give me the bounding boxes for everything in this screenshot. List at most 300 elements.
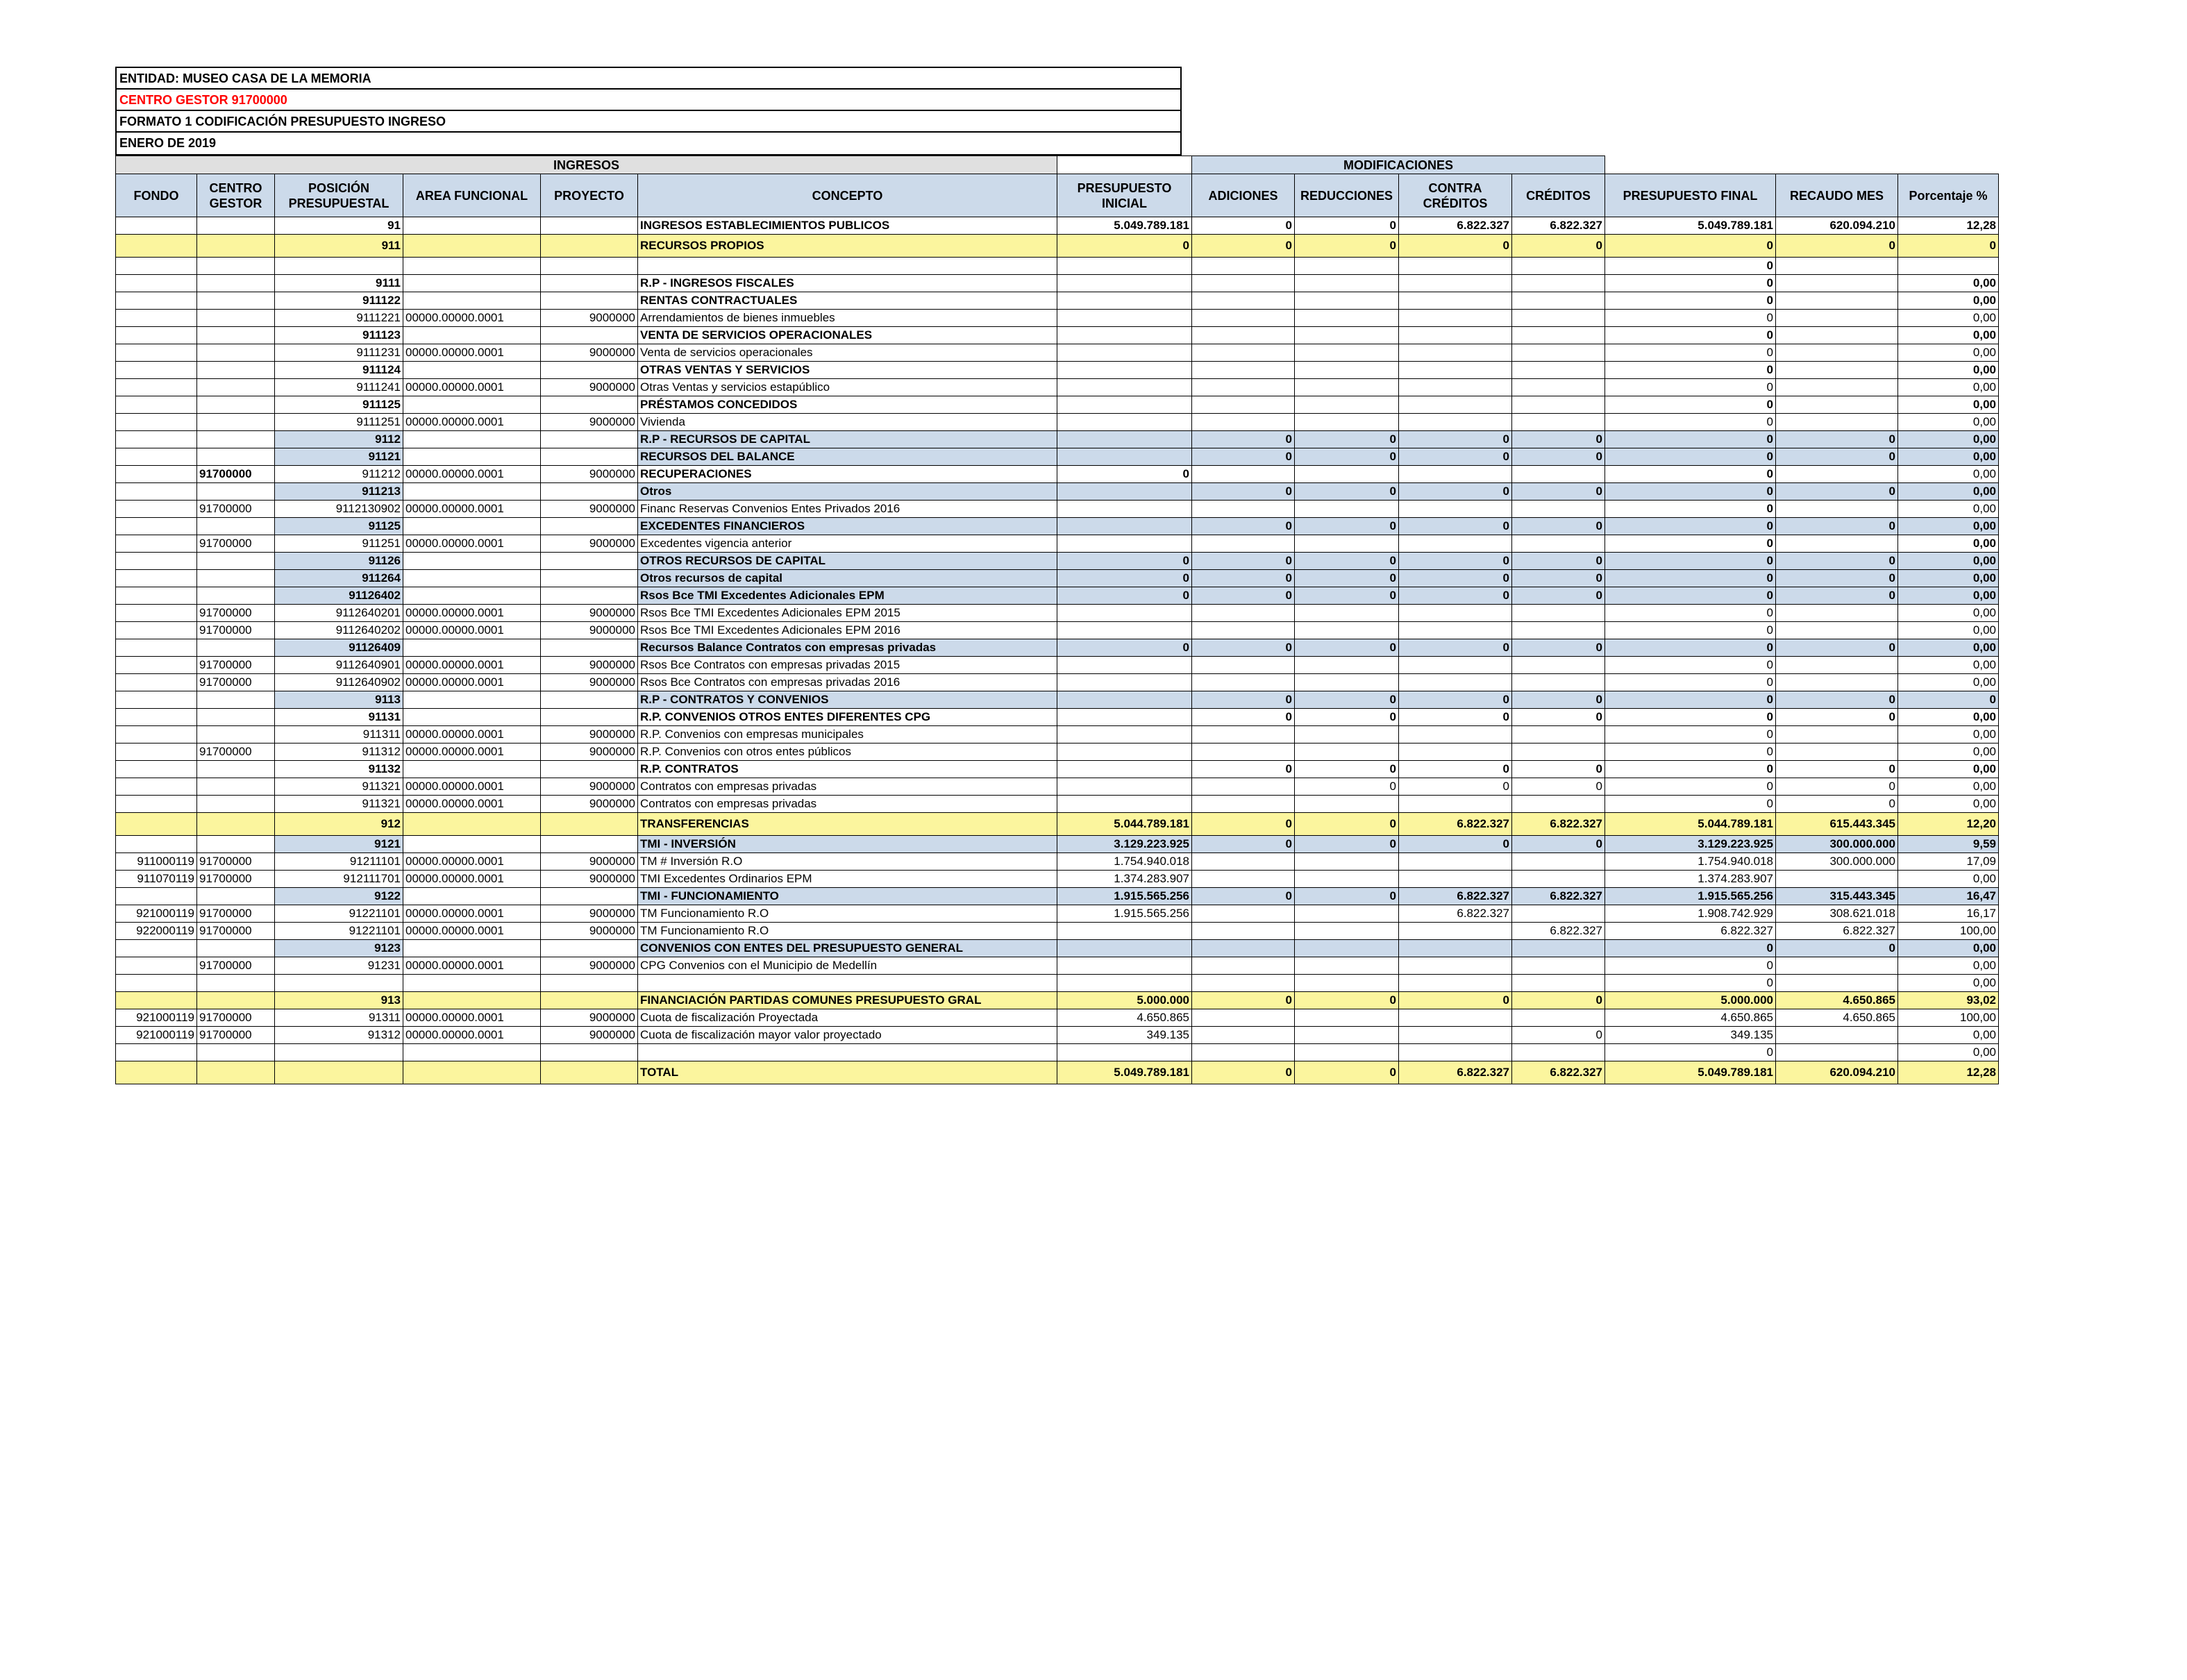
cell-posicion: 911212 bbox=[275, 466, 403, 483]
cell-fondo bbox=[116, 501, 197, 518]
cell-reducciones bbox=[1295, 871, 1399, 888]
cell-creditos bbox=[1512, 853, 1605, 871]
cell-concepto: Recursos Balance Contratos con empresas privadas bbox=[638, 639, 1057, 657]
cell-contra-creditos: 0 bbox=[1399, 992, 1512, 1009]
cell-area-funcional bbox=[403, 1061, 541, 1084]
cell-reducciones: 0 bbox=[1295, 570, 1399, 587]
cell-area-funcional bbox=[403, 639, 541, 657]
cell-fondo bbox=[116, 957, 197, 975]
cell-presupuesto-inicial: 1.374.283.907 bbox=[1057, 871, 1192, 888]
cell-recaudo-mes bbox=[1776, 622, 1898, 639]
cell-centro-gestor: 91700000 bbox=[197, 923, 275, 940]
cell-proyecto bbox=[541, 292, 638, 310]
cell-concepto: Contratos con empresas privadas bbox=[638, 796, 1057, 813]
cell-contra-creditos bbox=[1399, 605, 1512, 622]
cell-posicion: 9111241 bbox=[275, 379, 403, 396]
cell-adiciones: 0 bbox=[1192, 553, 1295, 570]
cell-reducciones bbox=[1295, 327, 1399, 344]
cell-posicion: 911311 bbox=[275, 726, 403, 744]
cell-area-funcional: 00000.00000.0001 bbox=[403, 674, 541, 691]
cell-presupuesto-final: 0 bbox=[1605, 1044, 1776, 1061]
cell-contra-creditos: 0 bbox=[1399, 587, 1512, 605]
cell-area-funcional bbox=[403, 940, 541, 957]
format-title: FORMATO 1 CODIFICACIÓN PRESUPUESTO INGRESO bbox=[117, 111, 1180, 133]
cell-reducciones: 0 bbox=[1295, 431, 1399, 448]
cell-concepto: R.P. CONTRATOS bbox=[638, 761, 1057, 778]
cell-contra-creditos bbox=[1399, 674, 1512, 691]
cell-proyecto bbox=[541, 258, 638, 275]
cell-porcentaje: 0,00 bbox=[1898, 344, 1999, 362]
cell-contra-creditos: 0 bbox=[1399, 518, 1512, 535]
cell-concepto: TMI - INVERSIÓN bbox=[638, 836, 1057, 853]
cell-posicion bbox=[275, 1061, 403, 1084]
table-row bbox=[116, 448, 1999, 466]
cell-centro-gestor: 91700000 bbox=[197, 674, 275, 691]
cell-centro-gestor: 91700000 bbox=[197, 744, 275, 761]
cell-presupuesto-inicial bbox=[1057, 518, 1192, 535]
table-row bbox=[116, 796, 1999, 813]
cell-proyecto: 9000000 bbox=[541, 1009, 638, 1027]
management-center: CENTRO GESTOR 91700000 bbox=[117, 90, 1180, 111]
cell-concepto: Rsos Bce TMI Excedentes Adicionales EPM 2016 bbox=[638, 622, 1057, 639]
cell-reducciones bbox=[1295, 940, 1399, 957]
cell-creditos: 0 bbox=[1512, 483, 1605, 501]
cell-creditos: 0 bbox=[1512, 761, 1605, 778]
cell-presupuesto-final: 0 bbox=[1605, 674, 1776, 691]
cell-concepto: R.P. Convenios con otros entes públicos bbox=[638, 744, 1057, 761]
cell-fondo bbox=[116, 975, 197, 992]
cell-recaudo-mes bbox=[1776, 975, 1898, 992]
cell-centro-gestor: 91700000 bbox=[197, 501, 275, 518]
cell-reducciones bbox=[1295, 1009, 1399, 1027]
cell-centro-gestor: 91700000 bbox=[197, 605, 275, 622]
cell-presupuesto-inicial bbox=[1057, 940, 1192, 957]
cell-reducciones bbox=[1295, 414, 1399, 431]
cell-posicion: 9112640201 bbox=[275, 605, 403, 622]
table-row bbox=[116, 501, 1999, 518]
cell-contra-creditos bbox=[1399, 744, 1512, 761]
cell-proyecto: 9000000 bbox=[541, 605, 638, 622]
cell-presupuesto-inicial: 0 bbox=[1057, 587, 1192, 605]
cell-reducciones: 0 bbox=[1295, 448, 1399, 466]
cell-recaudo-mes: 4.650.865 bbox=[1776, 1009, 1898, 1027]
cell-creditos bbox=[1512, 957, 1605, 975]
cell-posicion: 91131 bbox=[275, 709, 403, 726]
table-row bbox=[116, 1009, 1999, 1027]
table-row bbox=[116, 275, 1999, 292]
table-row bbox=[116, 379, 1999, 396]
cell-presupuesto-final: 6.822.327 bbox=[1605, 923, 1776, 940]
cell-centro-gestor bbox=[197, 275, 275, 292]
cell-adiciones: 0 bbox=[1192, 888, 1295, 905]
cell-proyecto: 9000000 bbox=[541, 957, 638, 975]
table-row bbox=[116, 639, 1999, 657]
cell-recaudo-mes bbox=[1776, 396, 1898, 414]
col-centro-gestor: CENTRO GESTOR bbox=[197, 174, 275, 217]
cell-presupuesto-final: 5.044.789.181 bbox=[1605, 813, 1776, 836]
cell-recaudo-mes: 615.443.345 bbox=[1776, 813, 1898, 836]
cell-reducciones: 0 bbox=[1295, 992, 1399, 1009]
cell-centro-gestor bbox=[197, 292, 275, 310]
cell-adiciones: 0 bbox=[1192, 483, 1295, 501]
cell-contra-creditos: 0 bbox=[1399, 235, 1512, 258]
cell-reducciones bbox=[1295, 1027, 1399, 1044]
cell-creditos bbox=[1512, 871, 1605, 888]
cell-concepto: Rsos Bce TMI Excedentes Adicionales EPM 2015 bbox=[638, 605, 1057, 622]
cell-recaudo-mes bbox=[1776, 744, 1898, 761]
cell-recaudo-mes bbox=[1776, 501, 1898, 518]
cell-recaudo-mes: 620.094.210 bbox=[1776, 1061, 1898, 1084]
cell-adiciones: 0 bbox=[1192, 761, 1295, 778]
cell-porcentaje: 0,00 bbox=[1898, 957, 1999, 975]
cell-concepto: RECURSOS DEL BALANCE bbox=[638, 448, 1057, 466]
cell-fondo bbox=[116, 1044, 197, 1061]
table-row bbox=[116, 888, 1999, 905]
cell-centro-gestor bbox=[197, 1044, 275, 1061]
cell-porcentaje: 12,28 bbox=[1898, 217, 1999, 235]
cell-creditos: 0 bbox=[1512, 709, 1605, 726]
table-row bbox=[116, 466, 1999, 483]
cell-adiciones bbox=[1192, 1044, 1295, 1061]
cell-contra-creditos bbox=[1399, 535, 1512, 553]
cell-adiciones: 0 bbox=[1192, 836, 1295, 853]
cell-area-funcional: 00000.00000.0001 bbox=[403, 744, 541, 761]
cell-proyecto bbox=[541, 888, 638, 905]
cell-presupuesto-final: 0 bbox=[1605, 957, 1776, 975]
col-posicion: POSICIÓN PRESUPUESTAL bbox=[275, 174, 403, 217]
cell-proyecto bbox=[541, 518, 638, 535]
cell-contra-creditos bbox=[1399, 657, 1512, 674]
cell-presupuesto-inicial bbox=[1057, 674, 1192, 691]
cell-fondo bbox=[116, 344, 197, 362]
cell-reducciones bbox=[1295, 905, 1399, 923]
cell-posicion: 913 bbox=[275, 992, 403, 1009]
cell-adiciones bbox=[1192, 796, 1295, 813]
cell-fondo bbox=[116, 535, 197, 553]
cell-contra-creditos bbox=[1399, 362, 1512, 379]
cell-adiciones bbox=[1192, 396, 1295, 414]
cell-adiciones bbox=[1192, 871, 1295, 888]
cell-presupuesto-final: 0 bbox=[1605, 744, 1776, 761]
cell-concepto bbox=[638, 258, 1057, 275]
cell-presupuesto-final: 0 bbox=[1605, 258, 1776, 275]
cell-presupuesto-final: 5.049.789.181 bbox=[1605, 217, 1776, 235]
cell-posicion: 91221101 bbox=[275, 923, 403, 940]
cell-creditos: 0 bbox=[1512, 570, 1605, 587]
cell-presupuesto-inicial bbox=[1057, 923, 1192, 940]
cell-concepto: TM Funcionamiento R.O bbox=[638, 923, 1057, 940]
cell-presupuesto-final: 0 bbox=[1605, 379, 1776, 396]
cell-presupuesto-final: 0 bbox=[1605, 622, 1776, 639]
cell-posicion: 91126 bbox=[275, 553, 403, 570]
cell-contra-creditos: 0 bbox=[1399, 553, 1512, 570]
cell-presupuesto-inicial: 1.754.940.018 bbox=[1057, 853, 1192, 871]
cell-presupuesto-final: 0 bbox=[1605, 553, 1776, 570]
cell-presupuesto-inicial bbox=[1057, 744, 1192, 761]
col-presupuesto-inicial: PRESUPUESTO INICIAL bbox=[1057, 174, 1192, 217]
cell-proyecto: 9000000 bbox=[541, 657, 638, 674]
cell-centro-gestor bbox=[197, 709, 275, 726]
cell-fondo bbox=[116, 258, 197, 275]
cell-proyecto bbox=[541, 639, 638, 657]
cell-creditos bbox=[1512, 657, 1605, 674]
cell-area-funcional bbox=[403, 448, 541, 466]
cell-posicion: 91126402 bbox=[275, 587, 403, 605]
table-row bbox=[116, 709, 1999, 726]
cell-adiciones bbox=[1192, 957, 1295, 975]
cell-presupuesto-inicial bbox=[1057, 344, 1192, 362]
cell-area-funcional: 00000.00000.0001 bbox=[403, 796, 541, 813]
cell-contra-creditos bbox=[1399, 275, 1512, 292]
cell-centro-gestor bbox=[197, 431, 275, 448]
cell-proyecto: 9000000 bbox=[541, 726, 638, 744]
cell-posicion: 9113 bbox=[275, 691, 403, 709]
cell-presupuesto-inicial: 0 bbox=[1057, 553, 1192, 570]
cell-adiciones bbox=[1192, 501, 1295, 518]
cell-contra-creditos bbox=[1399, 1044, 1512, 1061]
cell-creditos: 0 bbox=[1512, 448, 1605, 466]
cell-recaudo-mes bbox=[1776, 605, 1898, 622]
cell-porcentaje: 100,00 bbox=[1898, 923, 1999, 940]
cell-recaudo-mes bbox=[1776, 871, 1898, 888]
cell-concepto: RENTAS CONTRACTUALES bbox=[638, 292, 1057, 310]
cell-concepto: R.P - CONTRATOS Y CONVENIOS bbox=[638, 691, 1057, 709]
cell-porcentaje: 0,00 bbox=[1898, 761, 1999, 778]
cell-centro-gestor bbox=[197, 726, 275, 744]
cell-area-funcional: 00000.00000.0001 bbox=[403, 622, 541, 639]
table-row bbox=[116, 957, 1999, 975]
cell-presupuesto-inicial: 5.049.789.181 bbox=[1057, 217, 1192, 235]
cell-centro-gestor: 91700000 bbox=[197, 657, 275, 674]
cell-presupuesto-inicial bbox=[1057, 761, 1192, 778]
cell-area-funcional bbox=[403, 587, 541, 605]
cell-centro-gestor: 91700000 bbox=[197, 622, 275, 639]
cell-presupuesto-final: 0 bbox=[1605, 431, 1776, 448]
cell-area-funcional bbox=[403, 518, 541, 535]
cell-presupuesto-inicial bbox=[1057, 778, 1192, 796]
cell-porcentaje: 0,00 bbox=[1898, 379, 1999, 396]
cell-recaudo-mes bbox=[1776, 674, 1898, 691]
cell-contra-creditos bbox=[1399, 327, 1512, 344]
cell-fondo: 911000119 bbox=[116, 853, 197, 871]
cell-creditos: 6.822.327 bbox=[1512, 217, 1605, 235]
report-header bbox=[115, 67, 1182, 156]
cell-fondo bbox=[116, 483, 197, 501]
cell-presupuesto-inicial: 0 bbox=[1057, 466, 1192, 483]
cell-recaudo-mes bbox=[1776, 344, 1898, 362]
cell-creditos: 0 bbox=[1512, 431, 1605, 448]
cell-porcentaje: 0,00 bbox=[1898, 518, 1999, 535]
cell-presupuesto-final: 0 bbox=[1605, 691, 1776, 709]
cell-area-funcional bbox=[403, 396, 541, 414]
cell-proyecto bbox=[541, 553, 638, 570]
cell-area-funcional bbox=[403, 761, 541, 778]
cell-concepto: FINANCIACIÓN PARTIDAS COMUNES PRESUPUESTO GRAL bbox=[638, 992, 1057, 1009]
cell-recaudo-mes: 0 bbox=[1776, 483, 1898, 501]
cell-contra-creditos bbox=[1399, 396, 1512, 414]
cell-porcentaje: 12,28 bbox=[1898, 1061, 1999, 1084]
cell-area-funcional bbox=[403, 258, 541, 275]
cell-reducciones bbox=[1295, 310, 1399, 327]
cell-porcentaje: 0,00 bbox=[1898, 657, 1999, 674]
cell-reducciones bbox=[1295, 466, 1399, 483]
cell-presupuesto-inicial bbox=[1057, 605, 1192, 622]
table-row bbox=[116, 853, 1999, 871]
cell-area-funcional: 00000.00000.0001 bbox=[403, 501, 541, 518]
cell-concepto: Otros recursos de capital bbox=[638, 570, 1057, 587]
cell-centro-gestor bbox=[197, 362, 275, 379]
cell-presupuesto-inicial bbox=[1057, 258, 1192, 275]
cell-adiciones bbox=[1192, 466, 1295, 483]
cell-reducciones: 0 bbox=[1295, 235, 1399, 258]
cell-concepto: Cuota de fiscalización mayor valor proyectado bbox=[638, 1027, 1057, 1044]
cell-presupuesto-final: 0 bbox=[1605, 327, 1776, 344]
cell-concepto: Vivienda bbox=[638, 414, 1057, 431]
cell-concepto: OTROS RECURSOS DE CAPITAL bbox=[638, 553, 1057, 570]
cell-posicion: 9112130902 bbox=[275, 501, 403, 518]
cell-porcentaje: 0,00 bbox=[1898, 871, 1999, 888]
cell-adiciones bbox=[1192, 344, 1295, 362]
table-row bbox=[116, 674, 1999, 691]
cell-presupuesto-final: 0 bbox=[1605, 362, 1776, 379]
table-row bbox=[116, 836, 1999, 853]
cell-posicion: 9122 bbox=[275, 888, 403, 905]
cell-contra-creditos bbox=[1399, 292, 1512, 310]
table-row bbox=[116, 292, 1999, 310]
cell-area-funcional: 00000.00000.0001 bbox=[403, 535, 541, 553]
cell-reducciones bbox=[1295, 379, 1399, 396]
cell-proyecto: 9000000 bbox=[541, 778, 638, 796]
cell-reducciones bbox=[1295, 535, 1399, 553]
cell-porcentaje: 0,00 bbox=[1898, 448, 1999, 466]
cell-creditos bbox=[1512, 275, 1605, 292]
cell-creditos: 0 bbox=[1512, 778, 1605, 796]
cell-reducciones bbox=[1295, 344, 1399, 362]
cell-posicion: 9111221 bbox=[275, 310, 403, 327]
cell-creditos: 6.822.327 bbox=[1512, 813, 1605, 836]
cell-centro-gestor bbox=[197, 344, 275, 362]
cell-presupuesto-final: 0 bbox=[1605, 726, 1776, 744]
cell-area-funcional: 00000.00000.0001 bbox=[403, 871, 541, 888]
cell-adiciones: 0 bbox=[1192, 235, 1295, 258]
cell-posicion: 911321 bbox=[275, 778, 403, 796]
cell-adiciones bbox=[1192, 414, 1295, 431]
cell-concepto: VENTA DE SERVICIOS OPERACIONALES bbox=[638, 327, 1057, 344]
cell-recaudo-mes bbox=[1776, 258, 1898, 275]
cell-creditos bbox=[1512, 501, 1605, 518]
cell-proyecto bbox=[541, 587, 638, 605]
cell-contra-creditos: 0 bbox=[1399, 691, 1512, 709]
cell-porcentaje: 0,00 bbox=[1898, 535, 1999, 553]
cell-presupuesto-final: 5.049.789.181 bbox=[1605, 1061, 1776, 1084]
cell-concepto: Excedentes vigencia anterior bbox=[638, 535, 1057, 553]
cell-presupuesto-inicial bbox=[1057, 362, 1192, 379]
cell-recaudo-mes bbox=[1776, 535, 1898, 553]
cell-adiciones bbox=[1192, 535, 1295, 553]
cell-presupuesto-inicial bbox=[1057, 431, 1192, 448]
cell-area-funcional bbox=[403, 275, 541, 292]
cell-presupuesto-inicial bbox=[1057, 379, 1192, 396]
group-ingresos: INGRESOS bbox=[116, 156, 1057, 174]
cell-posicion: 91221101 bbox=[275, 905, 403, 923]
cell-posicion: 911312 bbox=[275, 744, 403, 761]
cell-creditos bbox=[1512, 327, 1605, 344]
cell-adiciones: 0 bbox=[1192, 570, 1295, 587]
cell-reducciones bbox=[1295, 275, 1399, 292]
cell-fondo bbox=[116, 639, 197, 657]
cell-porcentaje: 16,47 bbox=[1898, 888, 1999, 905]
cell-proyecto bbox=[541, 836, 638, 853]
cell-fondo bbox=[116, 310, 197, 327]
cell-proyecto: 9000000 bbox=[541, 674, 638, 691]
cell-fondo bbox=[116, 605, 197, 622]
cell-posicion: 91211101 bbox=[275, 853, 403, 871]
cell-contra-creditos: 0 bbox=[1399, 431, 1512, 448]
cell-proyecto bbox=[541, 396, 638, 414]
cell-centro-gestor bbox=[197, 587, 275, 605]
cell-fondo bbox=[116, 379, 197, 396]
cell-centro-gestor bbox=[197, 327, 275, 344]
cell-proyecto bbox=[541, 940, 638, 957]
cell-recaudo-mes: 0 bbox=[1776, 448, 1898, 466]
cell-creditos: 0 bbox=[1512, 235, 1605, 258]
cell-contra-creditos bbox=[1399, 414, 1512, 431]
table-row bbox=[116, 778, 1999, 796]
cell-porcentaje: 0,00 bbox=[1898, 940, 1999, 957]
cell-adiciones bbox=[1192, 975, 1295, 992]
cell-fondo bbox=[116, 836, 197, 853]
cell-contra-creditos: 0 bbox=[1399, 761, 1512, 778]
cell-creditos bbox=[1512, 466, 1605, 483]
cell-porcentaje: 0,00 bbox=[1898, 796, 1999, 813]
cell-adiciones bbox=[1192, 1009, 1295, 1027]
cell-reducciones bbox=[1295, 657, 1399, 674]
cell-fondo: 922000119 bbox=[116, 923, 197, 940]
cell-creditos: 0 bbox=[1512, 992, 1605, 1009]
cell-contra-creditos bbox=[1399, 310, 1512, 327]
col-presupuesto-final: PRESUPUESTO FINAL bbox=[1605, 174, 1776, 217]
cell-centro-gestor: 91700000 bbox=[197, 853, 275, 871]
cell-centro-gestor bbox=[197, 639, 275, 657]
cell-proyecto bbox=[541, 1061, 638, 1084]
cell-presupuesto-inicial bbox=[1057, 957, 1192, 975]
cell-fondo bbox=[116, 217, 197, 235]
cell-posicion: 9112640901 bbox=[275, 657, 403, 674]
cell-concepto: INGRESOS ESTABLECIMIENTOS PUBLICOS bbox=[638, 217, 1057, 235]
cell-contra-creditos: 0 bbox=[1399, 778, 1512, 796]
cell-proyecto bbox=[541, 975, 638, 992]
cell-concepto: TMI - FUNCIONAMIENTO bbox=[638, 888, 1057, 905]
col-recaudo-mes: RECAUDO MES bbox=[1776, 174, 1898, 217]
cell-adiciones bbox=[1192, 726, 1295, 744]
cell-presupuesto-final: 0 bbox=[1605, 709, 1776, 726]
cell-posicion bbox=[275, 975, 403, 992]
cell-reducciones bbox=[1295, 396, 1399, 414]
cell-concepto: Contratos con empresas privadas bbox=[638, 778, 1057, 796]
col-fondo: FONDO bbox=[116, 174, 197, 217]
cell-adiciones bbox=[1192, 275, 1295, 292]
cell-fondo bbox=[116, 709, 197, 726]
table-row bbox=[116, 1061, 1999, 1084]
cell-porcentaje: 0,00 bbox=[1898, 275, 1999, 292]
cell-reducciones bbox=[1295, 1044, 1399, 1061]
cell-porcentaje: 0,00 bbox=[1898, 778, 1999, 796]
cell-area-funcional bbox=[403, 431, 541, 448]
cell-posicion: 91 bbox=[275, 217, 403, 235]
cell-porcentaje: 0,00 bbox=[1898, 1044, 1999, 1061]
cell-creditos bbox=[1512, 975, 1605, 992]
table-row bbox=[116, 587, 1999, 605]
